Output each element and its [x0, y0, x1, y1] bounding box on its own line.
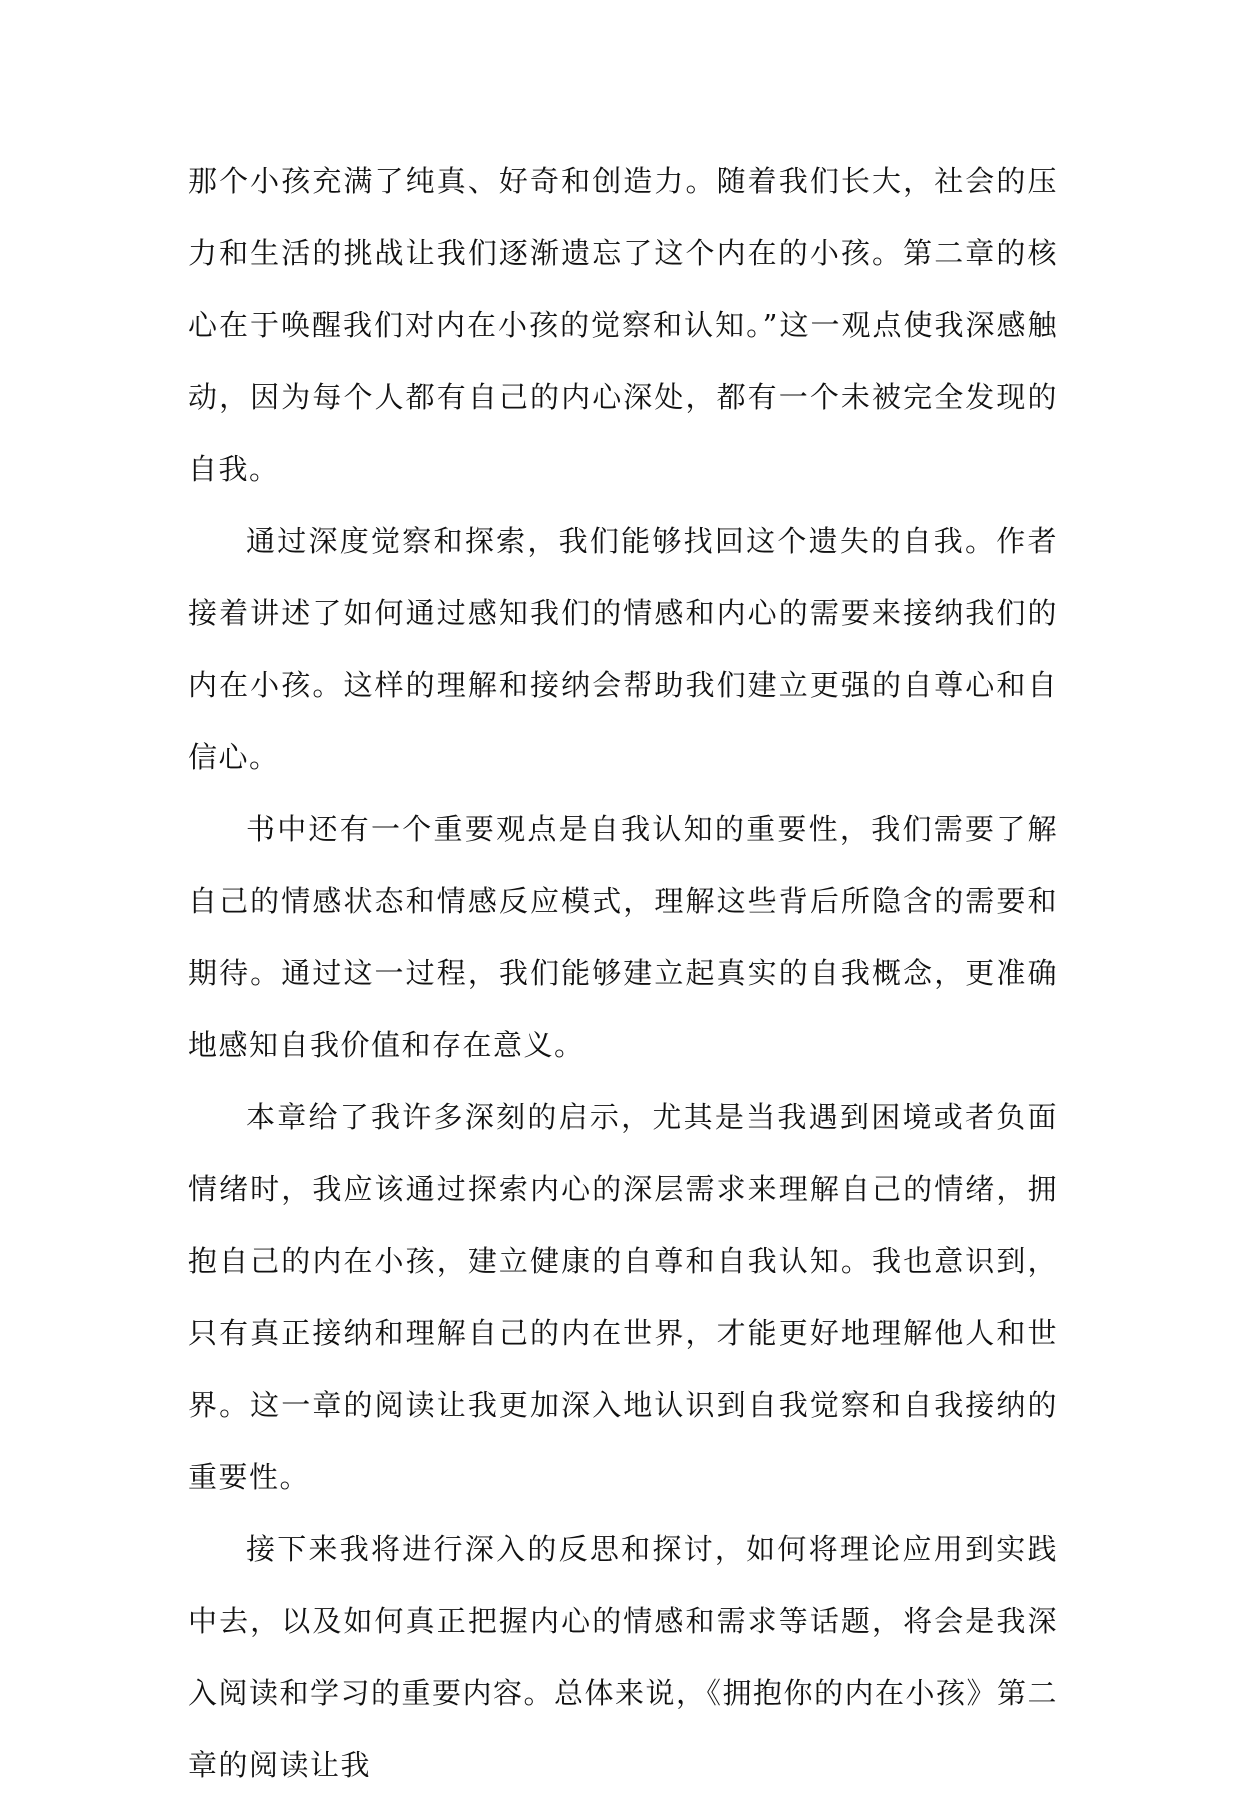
paragraph-continuation: 那个小孩充满了纯真、好奇和创造力。随着我们长大，社会的压力和生活的挑战让我们逐渐遗忘了这个内在的小孩。第二章的核心在于唤醒我们对内在小孩的觉察和认知。”这一观点使我深感触动，因为每个人都有自己的内心深处，都有一个未被完全发现的自我。 [188, 164, 1058, 486]
paragraph: 本章给了我许多深刻的启示，尤其是当我遇到困境或者负面情绪时，我应该通过探索内心的深层需求来理解自己的情绪，拥抱自己的内在小孩，建立健康的自尊和自我认知。我也意识到，只有真正接纳和理解自己的内在世界，才能更好地理解他人和世界。这一章的阅读让我更加深入地认识到自我觉察和自我接纳的重要性。 [188, 1100, 1058, 1494]
paragraph: 通过深度觉察和探索，我们能够找回这个遗失的自我。作者接着讲述了如何通过感知我们的情感和内心的需要来接纳我们的内在小孩。这样的理解和接纳会帮助我们建立更强的自尊心和自信心。 [188, 524, 1058, 774]
paragraph: 书中还有一个重要观点是自我认知的重要性，我们需要了解自己的情感状态和情感反应模式，理解这些背后所隐含的需要和期待。通过这一过程，我们能够建立起真实的自我概念，更准确地感知自我价值和存在意义。 [188, 812, 1058, 1062]
paragraph: 接下来我将进行深入的反思和探讨，如何将理论应用到实践中去，以及如何真正把握内心的情感和需求等话题，将会是我深入阅读和学习的重要内容。总体来说，《拥抱你的内在小孩》第二章的阅读让我 [188, 1532, 1059, 1782]
body-text [188, 145, 1058, 1801]
